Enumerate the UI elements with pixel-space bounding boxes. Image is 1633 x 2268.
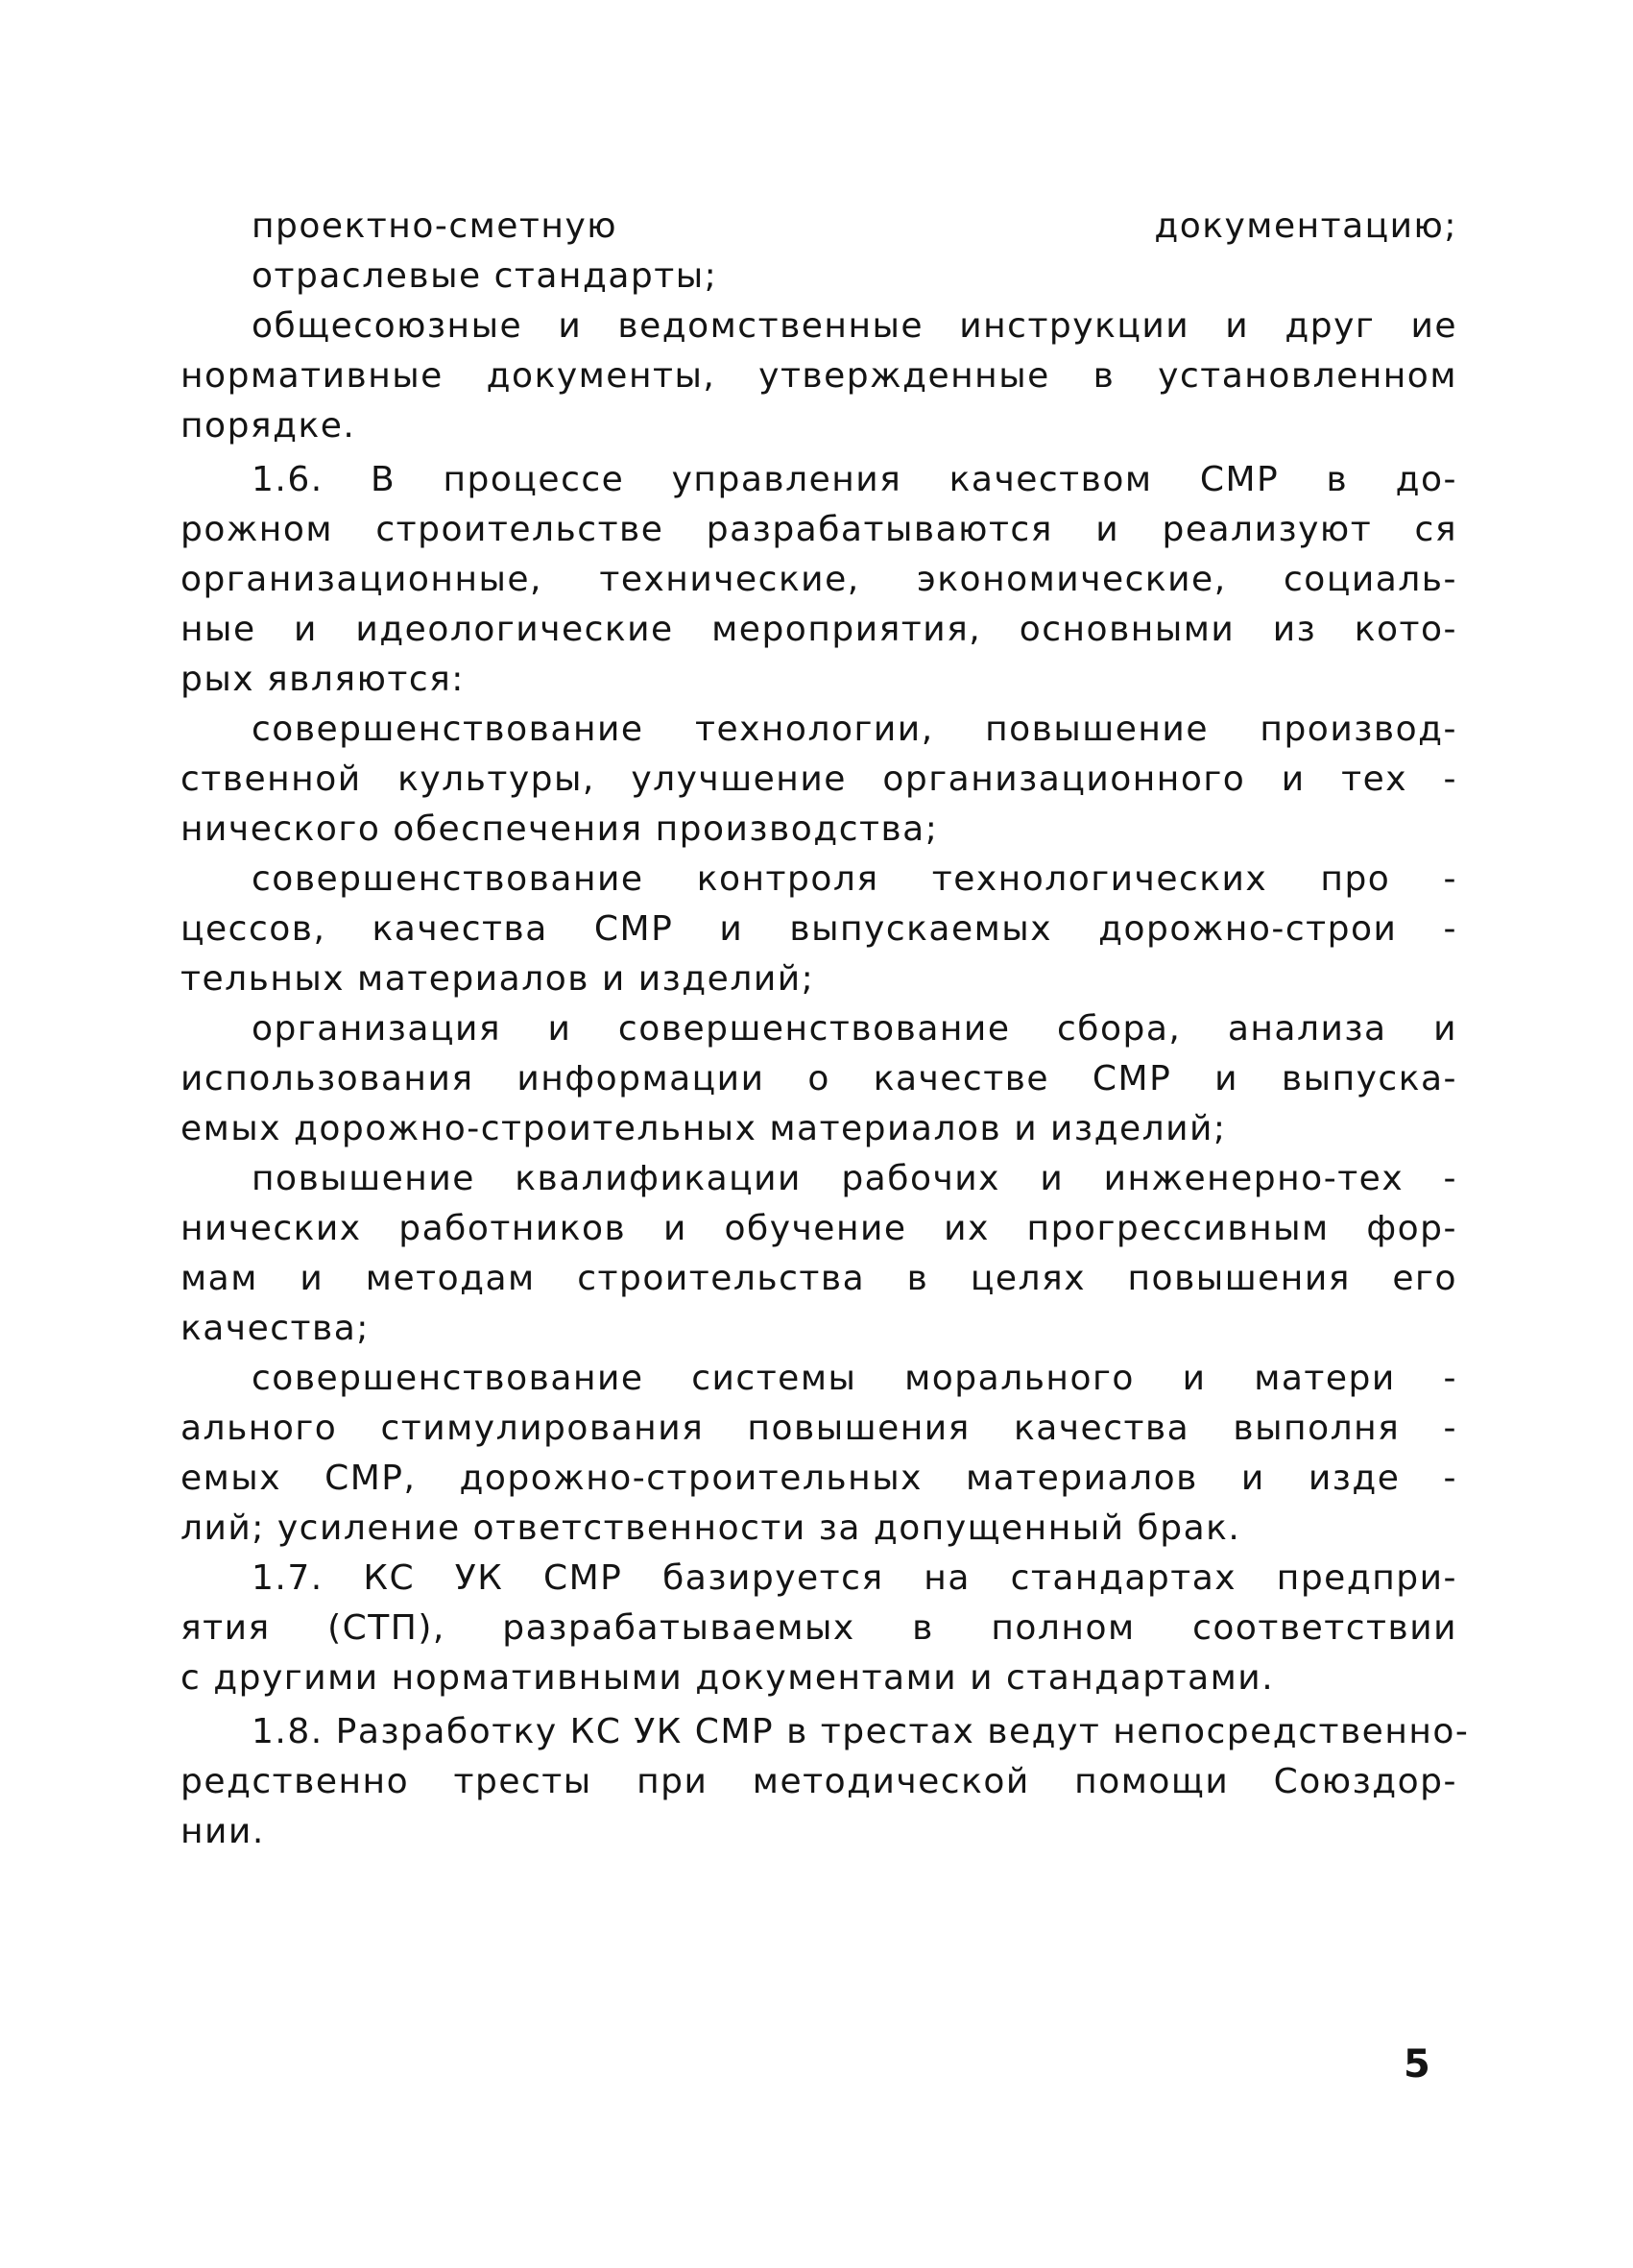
text-line: ственной культуры, улучшение организационного и тех - bbox=[180, 760, 1457, 799]
text-line: нормативные документы, утвержденные в установленном bbox=[180, 356, 1457, 396]
text-line: качества; bbox=[180, 1309, 370, 1348]
text-line: совершенствование контроля технологических про - bbox=[252, 859, 1457, 899]
text-line: отраслевые стандарты; bbox=[252, 256, 718, 296]
text-line: ные и идеологические мероприятия, основными из кото- bbox=[180, 610, 1457, 649]
text-line: лий; усиление ответственности за допущенный брак. bbox=[180, 1508, 1241, 1548]
text-line: ятия (СТП), разрабатываемых в полном соответствии bbox=[180, 1608, 1457, 1648]
text-line: нических работников и обучение их прогрессивным фор- bbox=[180, 1209, 1457, 1248]
text-line: совершенствование технологии, повышение производ- bbox=[252, 710, 1457, 749]
text-line: с другими нормативными документами и стандартами. bbox=[180, 1658, 1275, 1698]
text-line: порядке. bbox=[180, 406, 356, 446]
text-line: организационные, технические, экономические, социаль- bbox=[180, 560, 1457, 599]
text-line: проектно-сметную документацию; bbox=[252, 206, 1457, 246]
text-line: рых являются: bbox=[180, 660, 465, 699]
page-number: 5 bbox=[1404, 2042, 1430, 2087]
text-line: 1.6. В процессе управления качеством СМР в до- bbox=[252, 460, 1457, 499]
text-line: рожном строительстве разрабатываются и реализуют ся bbox=[180, 510, 1457, 549]
text-line: повышение квалификации рабочих и инженерно-тех - bbox=[252, 1159, 1457, 1198]
text-line: ального стимулирования повышения качества выполня - bbox=[180, 1409, 1457, 1448]
text-line: общесоюзные и ведомственные инструкции и друг ие bbox=[252, 306, 1457, 346]
text-line: цессов, качества СМР и выпускаемых дорожно-строи - bbox=[180, 909, 1457, 949]
text-line: тельных материалов и изделий; bbox=[180, 959, 815, 999]
text-line: нии. bbox=[180, 1812, 265, 1851]
text-line: емых дорожно-строительных материалов и изделий; bbox=[180, 1109, 1227, 1148]
text-line: мам и методам строительства в целях повышения его bbox=[180, 1259, 1457, 1298]
text-line: емых СМР, дорожно-строительных материалов и изде - bbox=[180, 1459, 1457, 1498]
text-line: 1.7. КС УК СМР базируется на стандартах предпри- bbox=[252, 1558, 1457, 1598]
text-line: организация и совершенствование сбора, анализа и bbox=[252, 1009, 1457, 1049]
text-line: совершенствование системы морального и матери - bbox=[252, 1359, 1457, 1398]
text-line: использования информации о качестве СМР и выпуска- bbox=[180, 1059, 1457, 1098]
text-line: редственно тресты при методической помощи Союздор- bbox=[180, 1762, 1457, 1801]
text-line: нического обеспечения производства; bbox=[180, 809, 939, 849]
text-line: 1.8. Разработку КС УК СМР в трестах ведут непосредственно- bbox=[252, 1712, 1470, 1751]
